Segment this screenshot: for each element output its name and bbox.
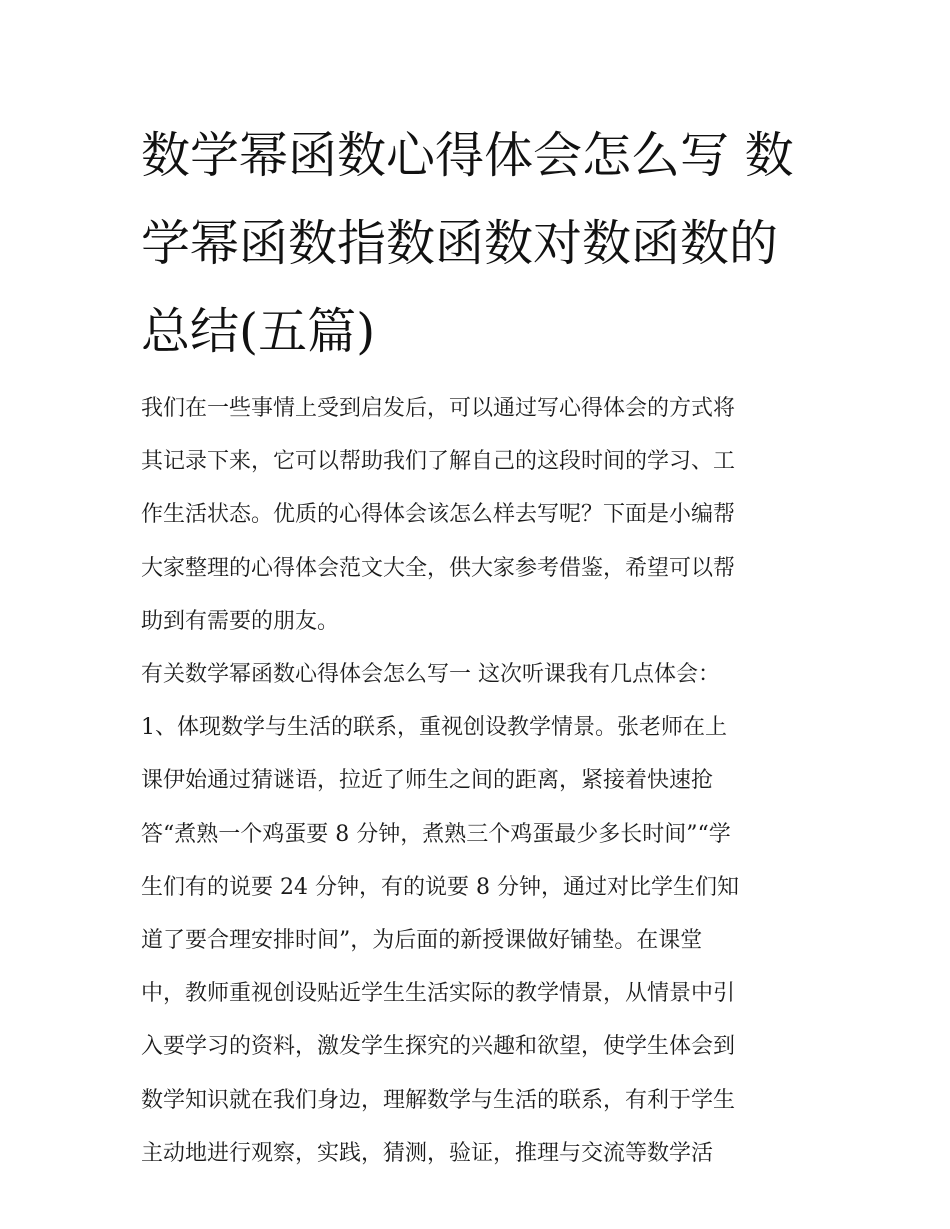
section-line: 主动地进行观察，实践，猜测，验证，推理与交流等数学活 [141, 1140, 714, 1166]
intro-paragraph [141, 382, 813, 648]
section-paragraph [141, 648, 813, 1180]
intro-line: 助到有需要的朋友。 [141, 608, 340, 634]
title-line: 数学幂函数心得体会怎么写 数 [141, 127, 794, 184]
document-title [141, 112, 813, 376]
section-line: 中，教师重视创设贴近学生生活实际的教学情景，从情景中引 [141, 981, 736, 1007]
section-heading: 有关数学幂函数心得体会怎么写一 这次听课我有几点体会： [141, 662, 720, 688]
intro-line: 我们在一些事情上受到启发后，可以通过写心得体会的方式将 [141, 396, 736, 421]
section-line: 道了要合理安排时间”，为后面的新授课做好铺垫。在课堂 [141, 928, 703, 954]
section-line: 课伊始通过猜谜语，拉近了师生之间的距离，紧接着快速抢 [141, 768, 714, 794]
intro-line: 其记录下来，它可以帮助我们了解自己的这段时间的学习、工 [141, 449, 736, 475]
section-line: 1、体现数学与生活的联系，重视创设教学情景。张老师在上 [141, 715, 727, 741]
section-line: 答“煮熟一个鸡蛋要 8 分钟，煮熟三个鸡蛋最少多长时间”“学 [141, 821, 731, 847]
section-line: 生们有的说要 24 分钟，有的说要 8 分钟，通过对比学生们知 [141, 874, 739, 900]
title-line: 学幂函数指数函数对数函数的 [141, 215, 779, 272]
intro-line: 作生活状态。优质的心得体会该怎么样去写呢？下面是小编帮 [141, 502, 736, 528]
section-line: 数学知识就在我们身边，理解数学与生活的联系，有利于学生 [141, 1087, 736, 1113]
title-line: 总结(五篇) [141, 303, 376, 360]
intro-line: 大家整理的心得体会范文大全，供大家参考借鉴，希望可以帮 [141, 555, 736, 581]
section-line: 入要学习的资料，激发学生探究的兴趣和欲望，使学生体会到 [141, 1034, 736, 1060]
document-page [141, 112, 813, 1180]
